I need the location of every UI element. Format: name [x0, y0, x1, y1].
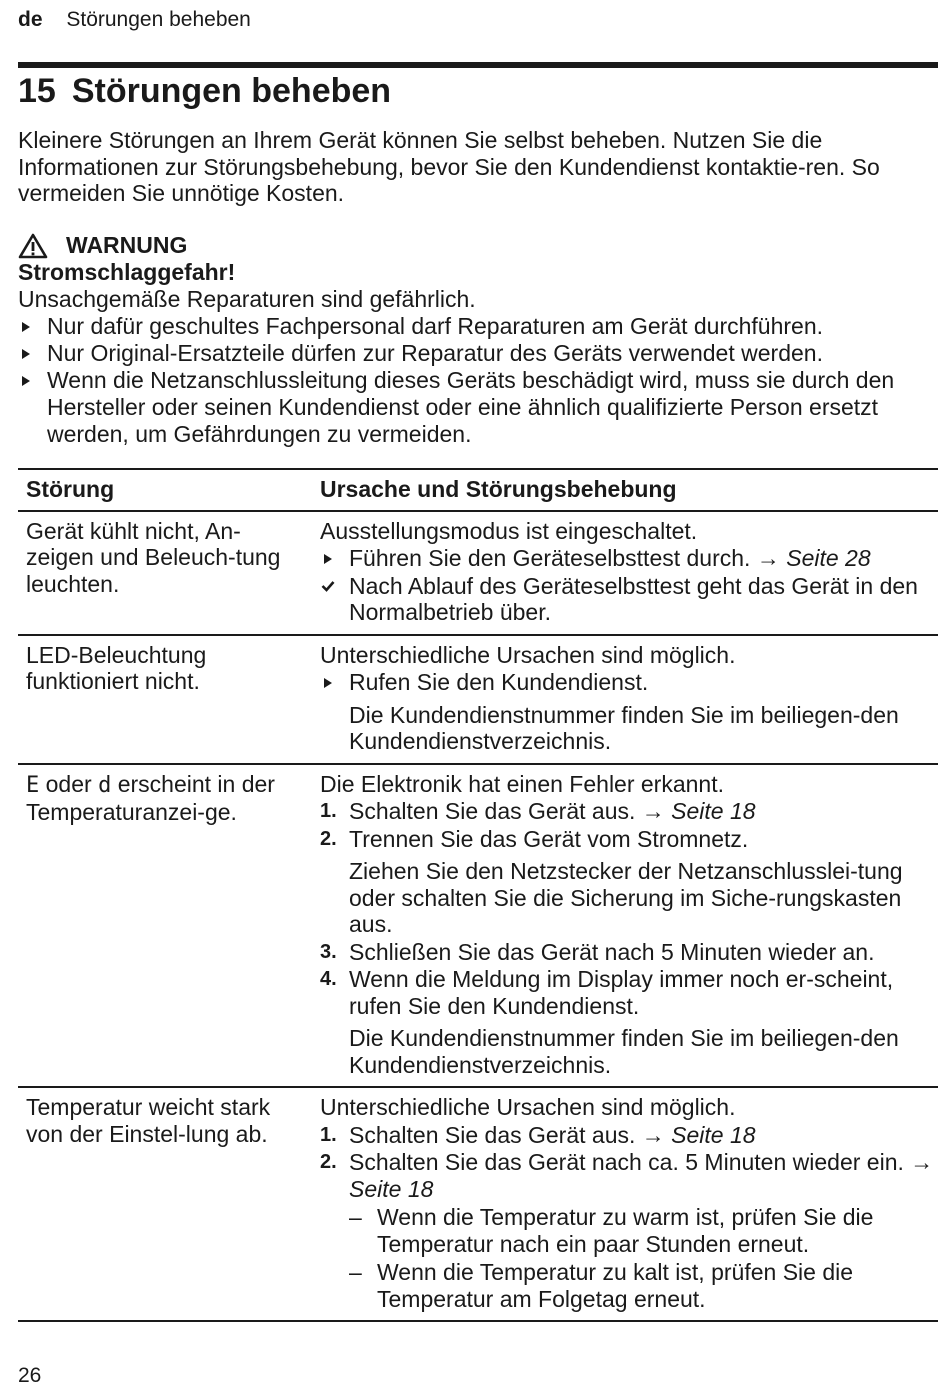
numbered-step: 4. Wenn die Meldung im Display immer noch er-scheint, rufen Sie den Kundendienst.: [320, 966, 894, 1019]
dash-icon: –: [349, 1259, 362, 1285]
numbered-step: 1. Schalten Sie das Gerät aus. → Seite 18: [320, 1121, 756, 1148]
chapter-number: 15: [18, 72, 56, 110]
fault-cell: Temperatur weicht stark von der Einstel-lung ab.: [18, 1087, 312, 1321]
reference-arrow-icon: →: [910, 1149, 934, 1175]
warning-item: Nur Original-Ersatzteile dürfen zur Reparatur des Geräts verwendet werden.: [18, 340, 943, 367]
warning-item: Wenn die Netzanschlussleitung dieses Geräts beschädigt wird, muss sie durch den Hersteller oder seinen Kundendienst oder eine ähnlich qualifizierte Person ersetzt werden, um Gefährdungen zu vermeiden.: [18, 367, 943, 448]
reference-arrow-icon: →: [641, 1121, 665, 1148]
numbered-step: 1. Schalten Sie das Gerät aus. → Seite 18: [320, 798, 756, 824]
fault-cell: LED-Beleuchtung funktioniert nicht.: [18, 635, 312, 764]
page-reference[interactable]: Seite 18: [671, 1121, 756, 1148]
bullet-icon: [22, 376, 30, 386]
cause-cell: [312, 635, 938, 764]
warning-item: Nur dafür geschultes Fachpersonal darf Reparaturen am Gerät durchführen.: [18, 313, 943, 340]
intro-paragraph: Kleinere Störungen an Ihrem Gerät können Sie selbst beheben. Nutzen Sie die Informationen zur Störungsbehebung, bevor Sie den Kundendienst kontaktie-ren. So vermeiden Sie unnötige Kosten.: [18, 127, 880, 206]
cause-text: Ausstellungsmodus ist eingeschaltet.: [320, 517, 698, 544]
reference-arrow-icon: →: [641, 798, 665, 824]
cause-cell: [312, 764, 938, 1088]
table-row: [18, 511, 938, 635]
running-header: [18, 8, 251, 32]
page-number: 26: [18, 1364, 42, 1387]
warning-list: [18, 313, 943, 448]
bullet-icon: [324, 554, 332, 564]
action-step: Führen Sie den Geräteselbsttest durch. → Seite 28: [320, 545, 938, 572]
cause-text: Unterschiedliche Ursachen sind möglich.: [320, 641, 736, 668]
page-title: [18, 72, 391, 111]
cause-text: Die Elektronik hat einen Fehler erkannt.: [320, 770, 724, 797]
reference-arrow-icon: →: [756, 545, 780, 571]
step-note: Die Kundendienstnummer finden Sie im beiliegen-den Kundendienstverzeichnis.: [349, 701, 899, 754]
numbered-step: 2. Schalten Sie das Gerät nach ca. 5 Minuten wieder ein. → Seite 18: [320, 1149, 934, 1202]
column-header-fault: Störung: [18, 469, 312, 511]
display-code-d: d: [98, 772, 112, 798]
action-step: Rufen Sie den Kundendienst.: [320, 669, 938, 696]
cause-cell: [312, 511, 938, 635]
step-number: 1.: [320, 800, 337, 822]
warning-text: Unsachgemäße Reparaturen sind gefährlich.: [18, 286, 476, 312]
warning-triangle-icon: [18, 233, 48, 259]
page-reference[interactable]: Seite 28: [786, 545, 871, 571]
bullet-icon: [22, 349, 30, 359]
warning-heading: [18, 232, 943, 259]
fault-cell: Gerät kühlt nicht, An-zeigen und Beleuch-tung leuchten.: [18, 511, 312, 635]
page-reference[interactable]: Seite 18: [349, 1175, 434, 1202]
step-number: 2.: [320, 827, 337, 850]
warning-hazard: Stromschlaggefahr!: [18, 259, 236, 285]
checkmark-icon: [321, 580, 335, 592]
result-step: Nach Ablauf des Geräteselbsttest geht das Gerät in den Normalbetrieb über.: [320, 573, 938, 626]
numbered-step: 2. Trennen Sie das Gerät vom Stromnetz.: [320, 825, 749, 852]
step-number: 2.: [320, 1151, 337, 1173]
chapter-title: Störungen beheben: [71, 72, 392, 110]
display-code-e: E: [26, 772, 40, 798]
dash-item: – Wenn die Temperatur zu warm ist, prüfen Sie die Temperatur nach ein paar Stunden erneut.: [349, 1204, 874, 1257]
step-number: 3.: [320, 940, 337, 963]
step-number: 1.: [320, 1123, 337, 1146]
step-number: 4.: [320, 968, 337, 990]
header-rule: [18, 62, 938, 68]
dash-icon: –: [349, 1204, 362, 1230]
numbered-step: 3. Schließen Sie das Gerät nach 5 Minuten wieder an.: [320, 938, 875, 965]
fault-cell: E oder d erscheint in der Temperaturanzei-ge.: [18, 764, 312, 1088]
running-header-section: Störungen beheben: [66, 8, 251, 31]
cause-cell: [312, 1087, 938, 1321]
step-note: Die Kundendienstnummer finden Sie im beiliegen-den Kundendienstverzeichnis.: [349, 1025, 899, 1078]
warning-box: [18, 232, 943, 448]
dash-item: – Wenn die Temperatur zu kalt ist, prüfen Sie die Temperatur am Folgetag erneut.: [349, 1259, 854, 1312]
table-row: [18, 1087, 938, 1321]
troubleshooting-table: [18, 468, 938, 1322]
table-row: [18, 764, 938, 1088]
bullet-icon: [324, 678, 332, 688]
table-row: [18, 635, 938, 764]
page-reference[interactable]: Seite 18: [671, 798, 756, 824]
language-code: de: [18, 8, 43, 31]
column-header-cause: Ursache und Störungsbehebung: [312, 469, 938, 511]
warning-label: WARNUNG: [66, 232, 188, 258]
table-header-row: [18, 469, 938, 511]
cause-text: Unterschiedliche Ursachen sind möglich.: [320, 1094, 736, 1120]
bullet-icon: [22, 322, 30, 332]
step-note: Ziehen Sie den Netzstecker der Netzanschlusslei-tung oder schalten Sie die Sicherung im Siche-rungskasten aus.: [349, 858, 903, 937]
